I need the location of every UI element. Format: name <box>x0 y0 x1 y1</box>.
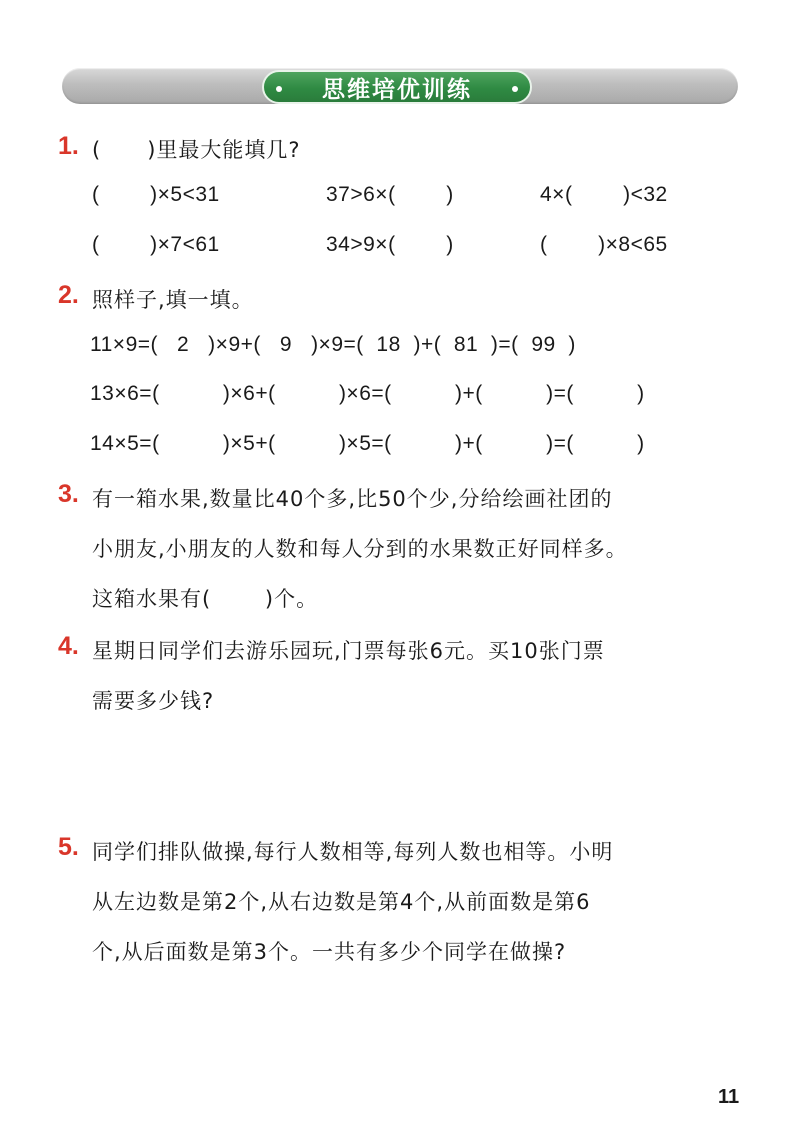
example-expression: 11×9=( 2 )×9+( 9 )×9=( 18 )+( 81 )=( 99 ) <box>90 333 576 356</box>
question-prompt: ( )里最大能填几? <box>92 138 301 162</box>
question-number: 2. <box>58 281 79 309</box>
question-prompt: 照样子,填一填。 <box>92 288 254 312</box>
question-text-line: 这箱水果有( )个。 <box>92 587 319 611</box>
blank-expression: 13×6=( )×6+( )×6=( )+( )=( ) <box>90 382 645 405</box>
blank-expression: 4×( )<32 <box>540 183 668 206</box>
question-text-line: 星期日同学们去游乐园玩,门票每张6元。买10张门票 <box>92 639 605 663</box>
question-text-line: 同学们排队做操,每行人数相等,每列人数也相等。小明 <box>92 840 614 864</box>
dot-icon <box>276 86 282 92</box>
question-number: 4. <box>58 632 79 660</box>
blank-expression: 37>6×( ) <box>326 183 454 206</box>
question-text-line: 个,从后面数是第3个。一共有多少个同学在做操? <box>92 940 567 964</box>
blank-expression: 14×5=( )×5+( )×5=( )+( )=( ) <box>90 432 645 455</box>
blank-expression: ( )×5<31 <box>92 183 220 206</box>
question-number: 1. <box>58 132 79 160</box>
page-number: 11 <box>718 1086 740 1108</box>
question-text-line: 有一箱水果,数量比40个多,比50个少,分给绘画社团的 <box>92 487 613 511</box>
question-text-line: 需要多少钱? <box>92 689 215 713</box>
blank-expression: 34>9×( ) <box>326 233 454 256</box>
section-title: 思维培优训练 <box>322 76 472 103</box>
section-title-badge <box>262 70 532 104</box>
question-text-line: 小朋友,小朋友的人数和每人分到的水果数正好同样多。 <box>92 537 628 561</box>
blank-expression: ( )×7<61 <box>92 233 220 256</box>
question-number: 5. <box>58 833 79 861</box>
dot-icon <box>512 86 518 92</box>
question-number: 3. <box>58 480 79 508</box>
blank-expression: ( )×8<65 <box>540 233 668 256</box>
question-text-line: 从左边数是第2个,从右边数是第4个,从前面数是第6 <box>92 890 591 914</box>
